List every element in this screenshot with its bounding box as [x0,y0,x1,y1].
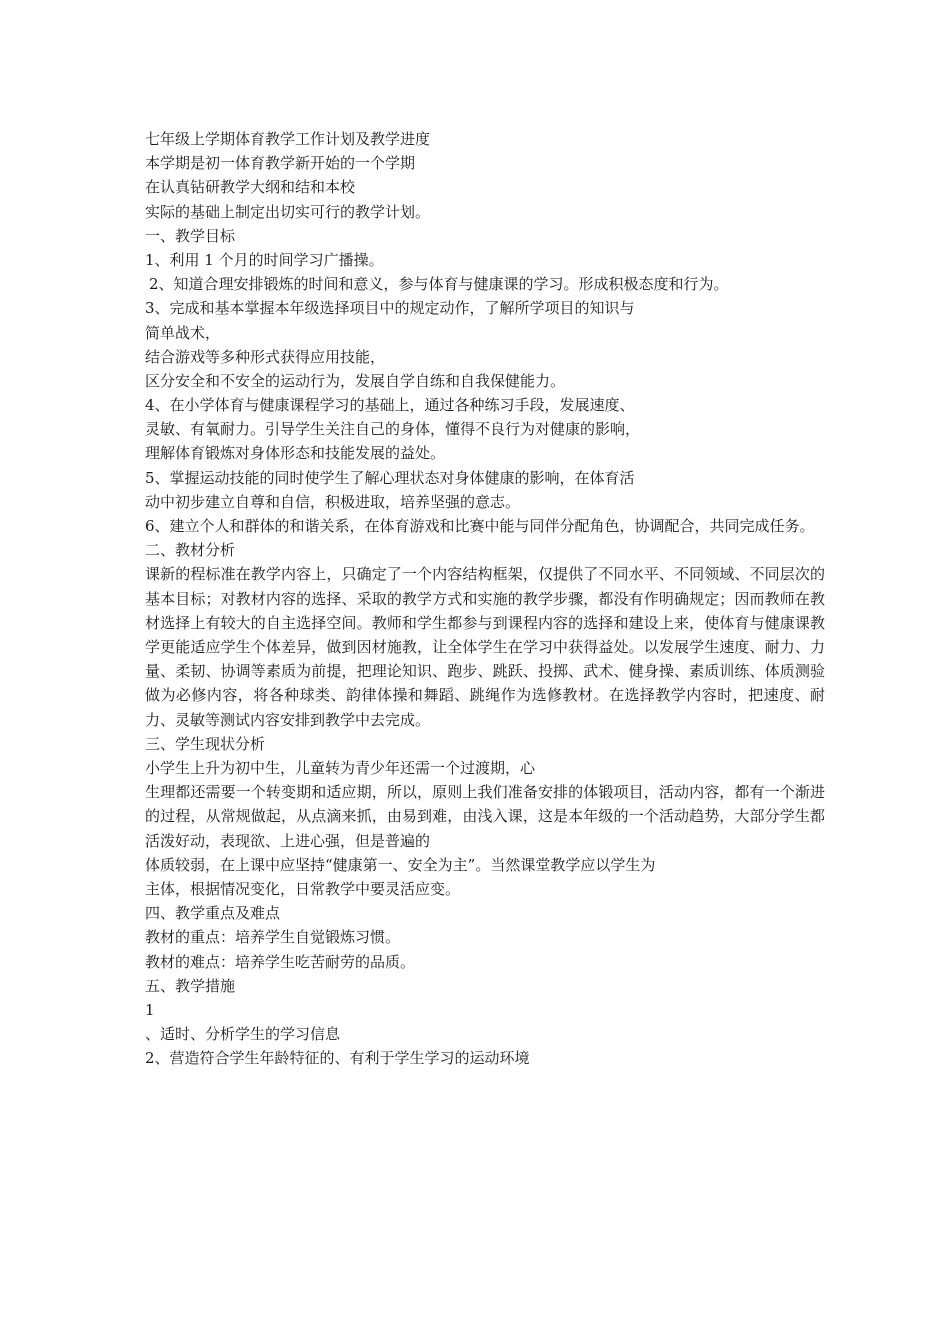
goal-item-3-line-1: 3、完成和基本掌握本年级选择项目中的规定动作，了解所学项目的知识与 [145,299,635,318]
goal-item-4-line-3: 理解体育锻炼对身体形态和技能发展的益处。 [145,444,446,463]
section4-title: 四、教学重点及难点 [145,904,281,923]
measure-number-1: 1 [145,1000,155,1019]
section3-line-3: 主体，根据情况变化，日常教学中要灵活应变。 [145,879,461,898]
goal-item-3-line-4: 区分安全和不安全的运动行为，发展自学自练和自我保健能力。 [145,371,566,390]
section3-body: 生理都还需要一个转变期和适应期，所以，原则上我们准备安排的体锻项目，活动内容，都有一个渐进的过程，从常规做起，从点滴来抓，由易到难，由浅入课，这是本年级的一个活动趋势，大部分学生都活泼好动，表现欲、上进心强，但是普遍的 [145,783,825,850]
section4-key-point: 教材的重点：培养学生自觉锻炼习惯。 [145,928,401,947]
goal-item-5-line-2: 动中初步建立自尊和自信，积极进取，培养坚强的意志。 [145,492,521,511]
intro-line-1: 本学期是初一体育教学新开始的一个学期 [145,154,416,173]
section1-title: 一、教学目标 [145,226,236,245]
measure-item-1: 、适时、分析学生的学习信息 [145,1025,341,1044]
goal-item-6: 6、建立个人和群体的和谐关系，在体育游戏和比赛中能与同伴分配角色，协调配合，共同完成任务。 [145,517,815,535]
goal-item-2: 2、知道合理安排锻炼的时间和意义，参与体育与健康课的学习。形成积极态度和行为。 [149,275,729,294]
goal-item-5-line-1: 5、掌握运动技能的同时使学生了解心理状态对身体健康的影响，在体育活 [145,468,635,487]
intro-line-3: 实际的基础上制定出切实可行的教学计划。 [145,202,431,221]
document-body [145,127,825,1070]
goal-item-4-line-1: 4、在小学体育与健康课程学习的基础上，通过各种练习手段，发展速度、 [145,396,635,415]
document-title: 七年级上学期体育教学工作计划及教学进度 [145,130,431,148]
section3-line-2: 体质较弱，在上课中应坚持“健康第一、安全为主”。当然课堂教学应以学生为 [145,855,656,874]
section3-line-1: 小学生上升为初中生，儿童转为青少年还需一个过渡期，心 [145,759,536,777]
section4-difficulty: 教材的难点：培养学生吃苦耐劳的品质。 [145,952,416,971]
goal-item-3-line-2: 简单战术， [145,323,221,342]
goal-item-1: 1、利用 1 个月的时间学习广播操。 [145,250,384,269]
section2-body: 课新的程标准在教学内容上，只确定了一个内容结构框架，仅提供了不同水平、不同领域、不同层次的基本目标；对教材内容的选择、采取的教学方式和实施的教学步骤，都没有作明确规定；因而教师在教材选择上有较大的自主选择空间。教师和学生都参与到课程内容的选择和建设上来，使体育与健康课教学更能适应学生个体差异，做到因材施教，让全体学生在学习中获得益处。以发展学生速度、耐力、力量、柔韧、协调等素质为前提，把理论知识、跑步、跳跃、投掷、武术、健身操、素质训练、体质测验做为必修内容，将各种球类、韵律体操和舞蹈、跳绳作为选修教材。在选择教学内容时，把速度、耐力、灵敏等测试内容安排到教学中去完成。 [145,565,825,729]
goal-item-4-line-2: 灵敏、有氧耐力。引导学生关注自己的身体，懂得不良行为对健康的影响， [145,420,641,439]
section3-title: 三、学生现状分析 [145,734,266,753]
section2-title: 二、教材分析 [145,541,236,560]
goal-item-3-line-3: 结合游戏等多种形式获得应用技能， [145,347,386,366]
measure-item-2: 2、营造符合学生年龄特征的、有利于学生学习的运动环境 [145,1049,530,1068]
section5-title: 五、教学措施 [145,976,236,995]
intro-line-2: 在认真钻研教学大纲和结和本校 [145,178,356,197]
